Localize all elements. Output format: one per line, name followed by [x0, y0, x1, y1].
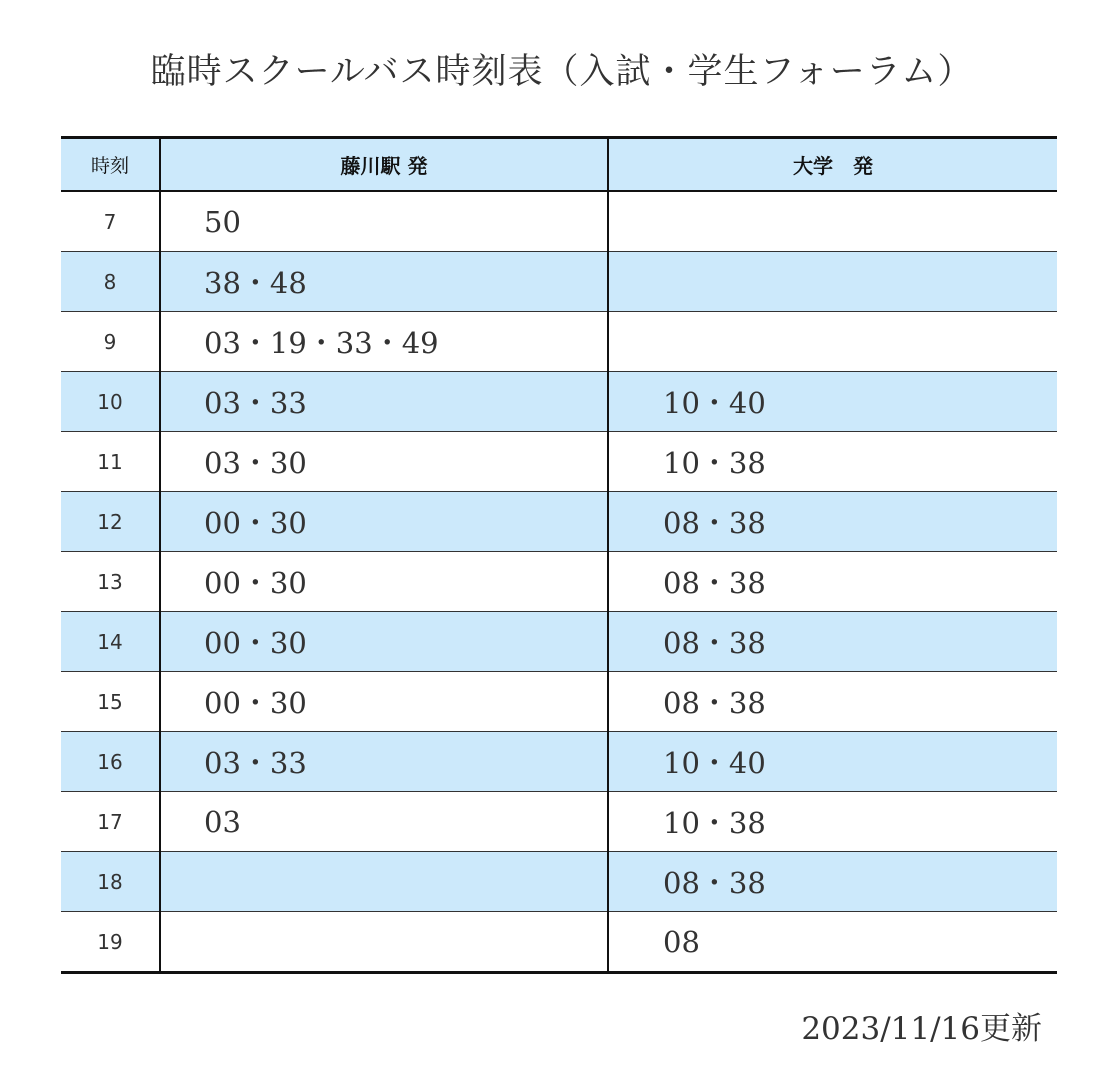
table-row — [61, 912, 1057, 973]
university-times-cell: 10・38 — [608, 432, 1057, 492]
hour-cell: 19 — [61, 912, 160, 973]
fujisawa-times-cell — [160, 912, 608, 973]
header-university-departure: 大学 発 — [608, 138, 1057, 192]
fujisawa-times-cell: 00・30 — [160, 492, 608, 552]
table-row — [61, 672, 1057, 732]
table-row — [61, 792, 1057, 852]
table-row — [61, 852, 1057, 912]
bus-timetable — [61, 136, 1057, 974]
timetable-header-row — [61, 138, 1057, 192]
header-fujisawa-departure: 藤川駅 発 — [160, 138, 608, 192]
table-row — [61, 612, 1057, 672]
hour-cell: 15 — [61, 672, 160, 732]
university-times-cell — [608, 191, 1057, 252]
fujisawa-times-cell: 03・30 — [160, 432, 608, 492]
fujisawa-times-cell: 00・30 — [160, 552, 608, 612]
table-row — [61, 732, 1057, 792]
university-times-cell: 08 — [608, 912, 1057, 973]
fujisawa-times-cell: 00・30 — [160, 612, 608, 672]
university-times-cell: 08・38 — [608, 612, 1057, 672]
hour-cell: 18 — [61, 852, 160, 912]
university-times-cell: 08・38 — [608, 852, 1057, 912]
hour-cell: 7 — [61, 191, 160, 252]
fujisawa-times-cell: 38・48 — [160, 252, 608, 312]
fujisawa-times-cell: 00・30 — [160, 672, 608, 732]
university-times-cell — [608, 312, 1057, 372]
hour-cell: 16 — [61, 732, 160, 792]
hour-cell: 17 — [61, 792, 160, 852]
hour-cell: 9 — [61, 312, 160, 372]
university-times-cell — [608, 252, 1057, 312]
hour-cell: 11 — [61, 432, 160, 492]
university-times-cell: 10・40 — [608, 732, 1057, 792]
hour-cell: 12 — [61, 492, 160, 552]
table-row — [61, 432, 1057, 492]
hour-cell: 8 — [61, 252, 160, 312]
table-row — [61, 191, 1057, 252]
table-row — [61, 312, 1057, 372]
header-hour: 時刻 — [61, 138, 160, 192]
table-row — [61, 552, 1057, 612]
university-times-cell: 10・40 — [608, 372, 1057, 432]
university-times-cell: 10・38 — [608, 792, 1057, 852]
hour-cell: 14 — [61, 612, 160, 672]
fujisawa-times-cell: 03 — [160, 792, 608, 852]
hour-cell: 10 — [61, 372, 160, 432]
fujisawa-times-cell: 50 — [160, 191, 608, 252]
fujisawa-times-cell: 03・33 — [160, 732, 608, 792]
university-times-cell: 08・38 — [608, 672, 1057, 732]
fujisawa-times-cell: 03・19・33・49 — [160, 312, 608, 372]
updated-date: 2023/11/16更新 — [801, 1011, 1042, 1047]
university-times-cell: 08・38 — [608, 552, 1057, 612]
university-times-cell: 08・38 — [608, 492, 1057, 552]
page-title: 臨時スクールバス時刻表（入試・学生フォーラム） — [150, 52, 974, 92]
fujisawa-times-cell: 03・33 — [160, 372, 608, 432]
table-row — [61, 372, 1057, 432]
fujisawa-times-cell — [160, 852, 608, 912]
hour-cell: 13 — [61, 552, 160, 612]
table-row — [61, 492, 1057, 552]
table-row — [61, 252, 1057, 312]
